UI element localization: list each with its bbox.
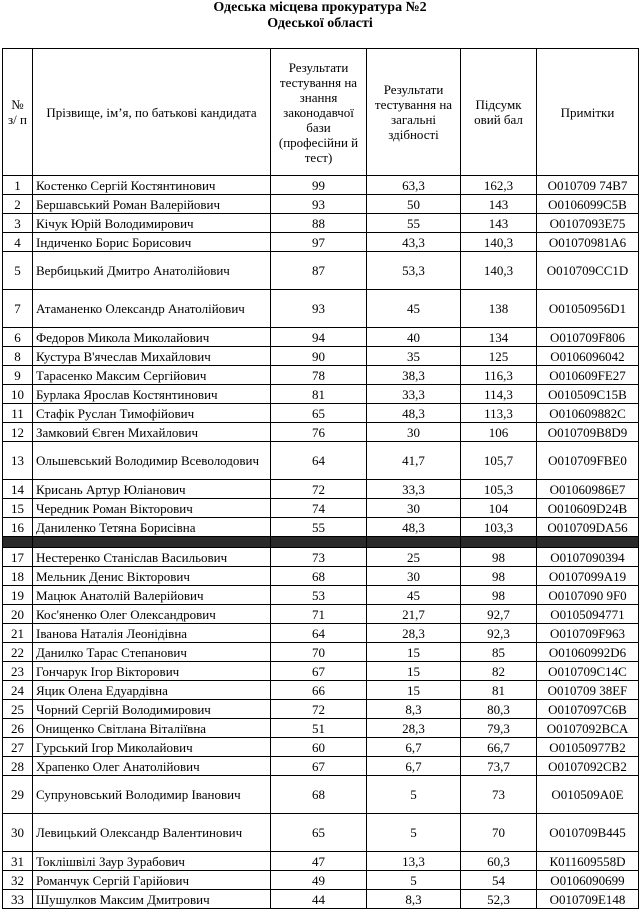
- cell-name: Бершавський Роман Валерійович: [33, 195, 271, 214]
- cell-num: 33: [3, 890, 33, 909]
- table-row: [3, 757, 639, 776]
- cell-general-score: 8,3: [367, 890, 461, 909]
- cell-note: О010709FBE0: [537, 442, 639, 480]
- cell-total-score: 66,7: [461, 738, 537, 757]
- cell-name: Кустура В'ячеслав Михайлович: [33, 347, 271, 366]
- cell-total-score: 103,3: [461, 518, 537, 537]
- cell-general-score: 43,3: [367, 233, 461, 252]
- document-subtitle: Одеської області: [267, 16, 373, 31]
- cell-general-score: 30: [367, 499, 461, 518]
- cell-total-score: 73,7: [461, 757, 537, 776]
- cell-num: 14: [3, 480, 33, 499]
- cell-num: 23: [3, 662, 33, 681]
- table-row: [3, 233, 639, 252]
- cell-law-score: 93: [271, 290, 367, 328]
- cell-note: О010709 74B7: [537, 176, 639, 195]
- cell-name: Мацюк Анатолій Валерійович: [33, 586, 271, 605]
- cell-law-score: 99: [271, 176, 367, 195]
- cell-note: О010709F806: [537, 328, 639, 347]
- cell-law-score: 66: [271, 681, 367, 700]
- cell-law-score: 73: [271, 548, 367, 567]
- header-general-test: Результати тестування на загальні здібності: [367, 49, 461, 176]
- document-title: Одеська місцева прокуратура №2: [213, 0, 427, 15]
- cell-note: О010709CC1D: [537, 252, 639, 290]
- table-row: [3, 814, 639, 852]
- cell-law-score: 65: [271, 404, 367, 423]
- cell-num: 24: [3, 681, 33, 700]
- cell-total-score: 106: [461, 423, 537, 442]
- cell-law-score: 72: [271, 480, 367, 499]
- cell-general-score: 55: [367, 214, 461, 233]
- cell-name: Данилко Тарас Степанович: [33, 643, 271, 662]
- header-name: Прізвище, ім’я, по батькові кандидата: [33, 49, 271, 176]
- cell-name: Чорний Сергій Володимирович: [33, 700, 271, 719]
- cell-total-score: 92,3: [461, 624, 537, 643]
- cell-name: Іванова Наталія Леонідівна: [33, 624, 271, 643]
- cell-num: 8: [3, 347, 33, 366]
- cell-name: Федоров Микола Миколайович: [33, 328, 271, 347]
- cell-general-score: 15: [367, 662, 461, 681]
- cell-law-score: 55: [271, 518, 367, 537]
- cell-total-score: 52,3: [461, 890, 537, 909]
- cell-name: Костенко Сергій Костянтинович: [33, 176, 271, 195]
- header-num: № з/ п: [3, 49, 33, 176]
- table-row: [3, 567, 639, 586]
- cell-total-score: 105,7: [461, 442, 537, 480]
- cell-general-score: 13,3: [367, 852, 461, 871]
- cell-general-score: 5: [367, 814, 461, 852]
- separator-row: [3, 537, 639, 548]
- cell-note: О010509A0E: [537, 776, 639, 814]
- cell-general-score: 45: [367, 586, 461, 605]
- cell-note: О0107092CB2: [537, 757, 639, 776]
- table-row: [3, 871, 639, 890]
- cell-num: 6: [3, 328, 33, 347]
- cell-general-score: 35: [367, 347, 461, 366]
- cell-note: О01060986E7: [537, 480, 639, 499]
- cell-note: О010509C15B: [537, 385, 639, 404]
- cell-total-score: 140,3: [461, 252, 537, 290]
- table-row: [3, 624, 639, 643]
- cell-name: Романчук Сергій Гарійович: [33, 871, 271, 890]
- table-body: [3, 176, 639, 909]
- cell-note: О0107090394: [537, 548, 639, 567]
- cell-total-score: 138: [461, 290, 537, 328]
- table-row: [3, 719, 639, 738]
- header-total: Підсумк овий бал: [461, 49, 537, 176]
- cell-general-score: 53,3: [367, 252, 461, 290]
- cell-note: О0106090699: [537, 871, 639, 890]
- table-row: [3, 480, 639, 499]
- cell-num: 5: [3, 252, 33, 290]
- cell-note: О0107093E75: [537, 214, 639, 233]
- cell-total-score: 60,3: [461, 852, 537, 871]
- cell-total-score: 85: [461, 643, 537, 662]
- cell-note: О010709C14C: [537, 662, 639, 681]
- cell-note: О01070981A6: [537, 233, 639, 252]
- cell-general-score: 6,7: [367, 738, 461, 757]
- cell-name: Вербицький Дмитро Анатолійович: [33, 252, 271, 290]
- cell-num: 11: [3, 404, 33, 423]
- cell-general-score: 50: [367, 195, 461, 214]
- cell-note: О0107090 9F0: [537, 586, 639, 605]
- cell-general-score: 48,3: [367, 518, 461, 537]
- cell-num: 7: [3, 290, 33, 328]
- cell-num: 2: [3, 195, 33, 214]
- cell-name: Чередник Роман Вікторович: [33, 499, 271, 518]
- cell-total-score: 134: [461, 328, 537, 347]
- cell-law-score: 70: [271, 643, 367, 662]
- cell-law-score: 51: [271, 719, 367, 738]
- cell-general-score: 30: [367, 423, 461, 442]
- cell-total-score: 98: [461, 548, 537, 567]
- table-row: [3, 385, 639, 404]
- cell-num: 31: [3, 852, 33, 871]
- table-row: [3, 423, 639, 442]
- cell-name: Індиченко Борис Борисович: [33, 233, 271, 252]
- cell-law-score: 49: [271, 871, 367, 890]
- cell-general-score: 21,7: [367, 605, 461, 624]
- cell-total-score: 116,3: [461, 366, 537, 385]
- cell-law-score: 53: [271, 586, 367, 605]
- cell-num: 9: [3, 366, 33, 385]
- cell-total-score: 105,3: [461, 480, 537, 499]
- cell-name: Крисань Артур Юліанович: [33, 480, 271, 499]
- cell-total-score: 114,3: [461, 385, 537, 404]
- cell-general-score: 63,3: [367, 176, 461, 195]
- cell-name: Токлішвілі Заур Зурабович: [33, 852, 271, 871]
- table-row: [3, 776, 639, 814]
- cell-general-score: 15: [367, 643, 461, 662]
- cell-general-score: 28,3: [367, 624, 461, 643]
- cell-general-score: 28,3: [367, 719, 461, 738]
- cell-total-score: 80,3: [461, 700, 537, 719]
- cell-note: О01060992D6: [537, 643, 639, 662]
- cell-note: О010709B8D9: [537, 423, 639, 442]
- cell-note: О010709 38EF: [537, 681, 639, 700]
- table-row: [3, 662, 639, 681]
- cell-note: О010709DA56: [537, 518, 639, 537]
- cell-num: 19: [3, 586, 33, 605]
- cell-name: Гончарук Ігор Вікторович: [33, 662, 271, 681]
- table-row: [3, 852, 639, 871]
- cell-general-score: 33,3: [367, 385, 461, 404]
- table-row: [3, 195, 639, 214]
- cell-general-score: 38,3: [367, 366, 461, 385]
- cell-law-score: 87: [271, 252, 367, 290]
- cell-note: О0106099C5B: [537, 195, 639, 214]
- table-row: [3, 252, 639, 290]
- cell-general-score: 6,7: [367, 757, 461, 776]
- cell-num: 22: [3, 643, 33, 662]
- cell-name: Бурлака Ярослав Костянтинович: [33, 385, 271, 404]
- cell-general-score: 5: [367, 776, 461, 814]
- cell-law-score: 97: [271, 233, 367, 252]
- cell-law-score: 71: [271, 605, 367, 624]
- table-row: [3, 290, 639, 328]
- header-notes: Примітки: [537, 49, 639, 176]
- cell-law-score: 81: [271, 385, 367, 404]
- table-row: [3, 605, 639, 624]
- cell-law-score: 93: [271, 195, 367, 214]
- cell-law-score: 44: [271, 890, 367, 909]
- cell-name: Храпенко Олег Анатолійович: [33, 757, 271, 776]
- cell-note: О010609D24B: [537, 499, 639, 518]
- cell-num: 26: [3, 719, 33, 738]
- cell-general-score: 33,3: [367, 480, 461, 499]
- cell-name: Онищенко Світлана Віталіївна: [33, 719, 271, 738]
- cell-num: 13: [3, 442, 33, 480]
- cell-general-score: 30: [367, 567, 461, 586]
- cell-general-score: 25: [367, 548, 461, 567]
- cell-total-score: 73: [461, 776, 537, 814]
- cell-law-score: 72: [271, 700, 367, 719]
- cell-name: Яцик Олена Едуардівна: [33, 681, 271, 700]
- table-row: [3, 586, 639, 605]
- separator-cell: [271, 537, 367, 548]
- cell-note: О010709F963: [537, 624, 639, 643]
- cell-name: Шушулков Максим Дмитрович: [33, 890, 271, 909]
- table-row: [3, 442, 639, 480]
- cell-note: О0107097C6B: [537, 700, 639, 719]
- cell-num: 28: [3, 757, 33, 776]
- table-row: [3, 214, 639, 233]
- cell-law-score: 88: [271, 214, 367, 233]
- cell-note: О01050956D1: [537, 290, 639, 328]
- cell-total-score: 143: [461, 214, 537, 233]
- cell-law-score: 60: [271, 738, 367, 757]
- header-law-test: Результати тестування на знання законодавчої бази (професійни й тест): [271, 49, 367, 176]
- cell-law-score: 65: [271, 814, 367, 852]
- cell-law-score: 64: [271, 442, 367, 480]
- cell-law-score: 64: [271, 624, 367, 643]
- cell-total-score: 98: [461, 586, 537, 605]
- cell-law-score: 67: [271, 757, 367, 776]
- cell-general-score: 48,3: [367, 404, 461, 423]
- table-row: [3, 700, 639, 719]
- cell-note: О0107099A19: [537, 567, 639, 586]
- cell-general-score: 8,3: [367, 700, 461, 719]
- results-table: [2, 48, 639, 909]
- cell-law-score: 78: [271, 366, 367, 385]
- cell-total-score: 70: [461, 814, 537, 852]
- table-row: [3, 738, 639, 757]
- cell-note: О010709B445: [537, 814, 639, 852]
- cell-num: 30: [3, 814, 33, 852]
- cell-total-score: 113,3: [461, 404, 537, 423]
- table-header-row: [3, 49, 639, 176]
- table-row: [3, 366, 639, 385]
- cell-name: Гурський Ігор Миколайович: [33, 738, 271, 757]
- cell-note: О010709E148: [537, 890, 639, 909]
- cell-general-score: 5: [367, 871, 461, 890]
- cell-note: О0107092BCA: [537, 719, 639, 738]
- cell-law-score: 47: [271, 852, 367, 871]
- cell-num: 3: [3, 214, 33, 233]
- table-row: [3, 347, 639, 366]
- cell-total-score: 143: [461, 195, 537, 214]
- cell-num: 10: [3, 385, 33, 404]
- cell-num: 4: [3, 233, 33, 252]
- cell-name: Супруновський Володимир Іванович: [33, 776, 271, 814]
- cell-name: Стафік Руслан Тимофійович: [33, 404, 271, 423]
- table-row: [3, 548, 639, 567]
- cell-law-score: 68: [271, 567, 367, 586]
- cell-general-score: 41,7: [367, 442, 461, 480]
- cell-general-score: 40: [367, 328, 461, 347]
- cell-num: 25: [3, 700, 33, 719]
- cell-name: Мельник Денис Вікторович: [33, 567, 271, 586]
- cell-law-score: 68: [271, 776, 367, 814]
- cell-total-score: 98: [461, 567, 537, 586]
- cell-total-score: 92,7: [461, 605, 537, 624]
- cell-name: Тарасенко Максим Сергійович: [33, 366, 271, 385]
- separator-cell: [367, 537, 461, 548]
- cell-num: 18: [3, 567, 33, 586]
- cell-num: 21: [3, 624, 33, 643]
- cell-num: 1: [3, 176, 33, 195]
- cell-num: 16: [3, 518, 33, 537]
- cell-general-score: 45: [367, 290, 461, 328]
- cell-note: О0105094771: [537, 605, 639, 624]
- cell-num: 32: [3, 871, 33, 890]
- table-row: [3, 176, 639, 195]
- table-row: [3, 518, 639, 537]
- cell-note: К011609558D: [537, 852, 639, 871]
- cell-name: Даниленко Тетяна Борисівна: [33, 518, 271, 537]
- cell-total-score: 140,3: [461, 233, 537, 252]
- cell-num: 12: [3, 423, 33, 442]
- table-row: [3, 643, 639, 662]
- cell-name: Замковий Євген Михайлович: [33, 423, 271, 442]
- cell-note: О0106096042: [537, 347, 639, 366]
- cell-note: О010609FE27: [537, 366, 639, 385]
- cell-name: Нестеренко Станіслав Васильович: [33, 548, 271, 567]
- separator-cell: [537, 537, 639, 548]
- cell-general-score: 15: [367, 681, 461, 700]
- table-row: [3, 499, 639, 518]
- cell-num: 15: [3, 499, 33, 518]
- cell-total-score: 79,3: [461, 719, 537, 738]
- table-row: [3, 681, 639, 700]
- table-row: [3, 890, 639, 909]
- cell-law-score: 67: [271, 662, 367, 681]
- cell-name: Кос'яненко Олег Олександрович: [33, 605, 271, 624]
- cell-law-score: 74: [271, 499, 367, 518]
- cell-total-score: 54: [461, 871, 537, 890]
- table-row: [3, 328, 639, 347]
- cell-law-score: 90: [271, 347, 367, 366]
- cell-total-score: 82: [461, 662, 537, 681]
- separator-cell: [33, 537, 271, 548]
- cell-name: Ольшевський Володимир Всеволодович: [33, 442, 271, 480]
- cell-law-score: 94: [271, 328, 367, 347]
- cell-num: 29: [3, 776, 33, 814]
- cell-name: Левицький Олександр Валентинович: [33, 814, 271, 852]
- cell-num: 27: [3, 738, 33, 757]
- cell-num: 20: [3, 605, 33, 624]
- cell-note: О010609882C: [537, 404, 639, 423]
- cell-total-score: 81: [461, 681, 537, 700]
- separator-cell: [461, 537, 537, 548]
- cell-total-score: 125: [461, 347, 537, 366]
- cell-law-score: 76: [271, 423, 367, 442]
- table-row: [3, 404, 639, 423]
- cell-total-score: 162,3: [461, 176, 537, 195]
- cell-name: Кічук Юрій Володимирович: [33, 214, 271, 233]
- cell-note: О01050977B2: [537, 738, 639, 757]
- cell-total-score: 104: [461, 499, 537, 518]
- cell-name: Атаманенко Олександр Анатолійович: [33, 290, 271, 328]
- separator-cell: [3, 537, 33, 548]
- cell-num: 17: [3, 548, 33, 567]
